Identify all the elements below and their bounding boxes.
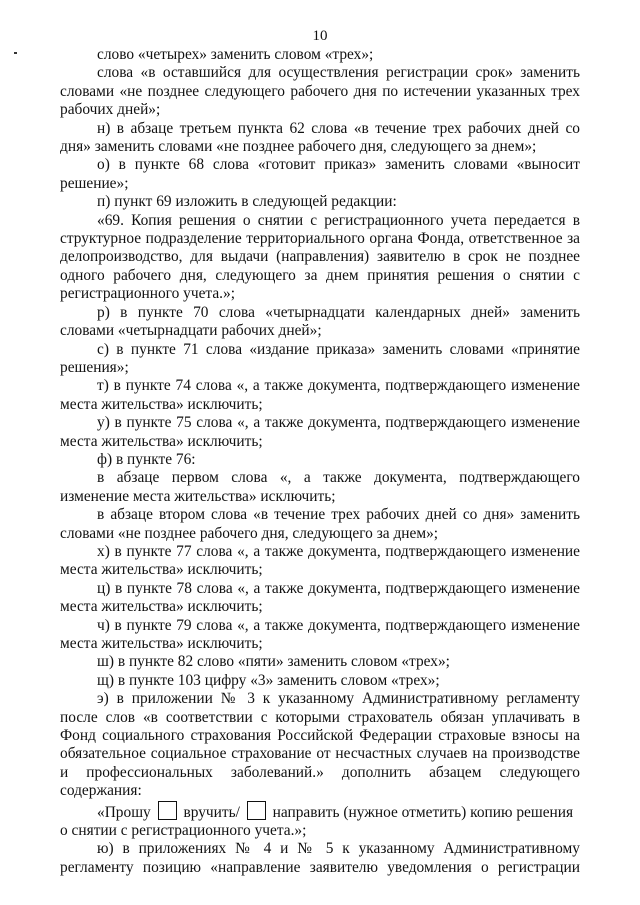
scan-mark	[14, 52, 17, 54]
checkbox-send	[247, 801, 266, 820]
paragraph: щ) в пункте 103 цифру «3» заменить словом «трех»;	[97, 671, 440, 689]
paragraph: в абзаце втором слова «в течение трех рабочих дней со дня» заменить словами «не позднее рабочего дня, следующего за днем»;	[60, 506, 580, 542]
paragraph: в абзаце первом слова «, а также документа, подтверждающего изменение места жительства» исключить;	[60, 469, 580, 505]
paragraph: р) в пункте 70 слова «четырнадцати календарных дней» заменить словами «четырнадцати рабочих дней»;	[60, 303, 580, 340]
page-number: 10	[312, 28, 328, 44]
paragraph: н) в абзаце третьем пункта 62 слова «в течение трех рабочих дней со дня» заменить словами «не позднее рабочего дня, следующего за днем»;	[60, 119, 580, 156]
form-option-send: направить (нужное отметить) копию решения	[272, 803, 574, 821]
paragraph: ш) в пункте 82 слово «пяти» заменить словом «трех»;	[97, 653, 450, 671]
paragraph: х) в пункте 77 слова «, а также документа, подтверждающего изменение места жительства» исключить;	[60, 542, 580, 579]
paragraph: э) в приложении № 3 к указанному Административному регламенту после слов «в соответствии с которыми страхователь обязан уплачивать в Фонд социального страхования Российской Федерации страховые взносы на обязательное социальное страхование от несчастных случаев на производстве и профессиональных заболеваний.» дополнить абзацем следующего содержания:	[60, 690, 580, 800]
paragraph: ф) в пункте 76:	[97, 450, 196, 468]
paragraph-continuation: регламенту позицию «направление заявителю уведомления о регистрации	[60, 858, 580, 876]
paragraph: слова «в оставшийся для осуществления регистрации срок» заменить словами «не позднее следующего рабочего дня по истечении указанных трех рабочих дней»;	[60, 64, 580, 119]
paragraph: «69. Копия решения о снятии с регистрационного учета передается в структурное подразделение территориального органа Фонда, ответственное за делопроизводство, для выдачи (направления) заявителю в срок не позднее одного рабочего дня, следующего за днем принятия решения о снятии с регистрационного учета.»;	[60, 211, 580, 303]
paragraph: ч) в пункте 79 слова «, а также документа, подтверждающего изменение места жительства» исключить;	[60, 616, 580, 652]
paragraph: ц) в пункте 78 слова «, а также документа, подтверждающего изменение места жительства» исключить;	[60, 579, 580, 616]
form-choice-line	[60, 801, 580, 822]
paragraph: п) пункт 69 изложить в следующей редакции:	[97, 193, 397, 211]
form-continuation: о снятии с регистрационного учета.»;	[60, 822, 307, 840]
paragraph: с) в пункте 71 слова «издание приказа» заменить словами «принятие решения»;	[60, 340, 580, 376]
form-prefix: «Прошу	[97, 803, 151, 821]
paragraph: у) в пункте 75 слова «, а также документа, подтверждающего изменение места жительства» исключить;	[60, 414, 580, 450]
paragraph: слово «четырех» заменить словом «трех»;	[97, 46, 374, 63]
paragraph: о) в пункте 68 слова «готовит приказ» заменить словами «выносит решение»;	[60, 156, 580, 192]
checkbox-deliver	[158, 801, 177, 820]
document-body	[60, 46, 580, 877]
paragraph: т) в пункте 74 слова «, а также документа, подтверждающего изменение места жительства» исключить;	[60, 377, 580, 413]
form-option-deliver: вручить/	[183, 803, 240, 821]
paragraph: ю) в приложениях № 4 и № 5 к указанному Административному	[97, 840, 580, 858]
